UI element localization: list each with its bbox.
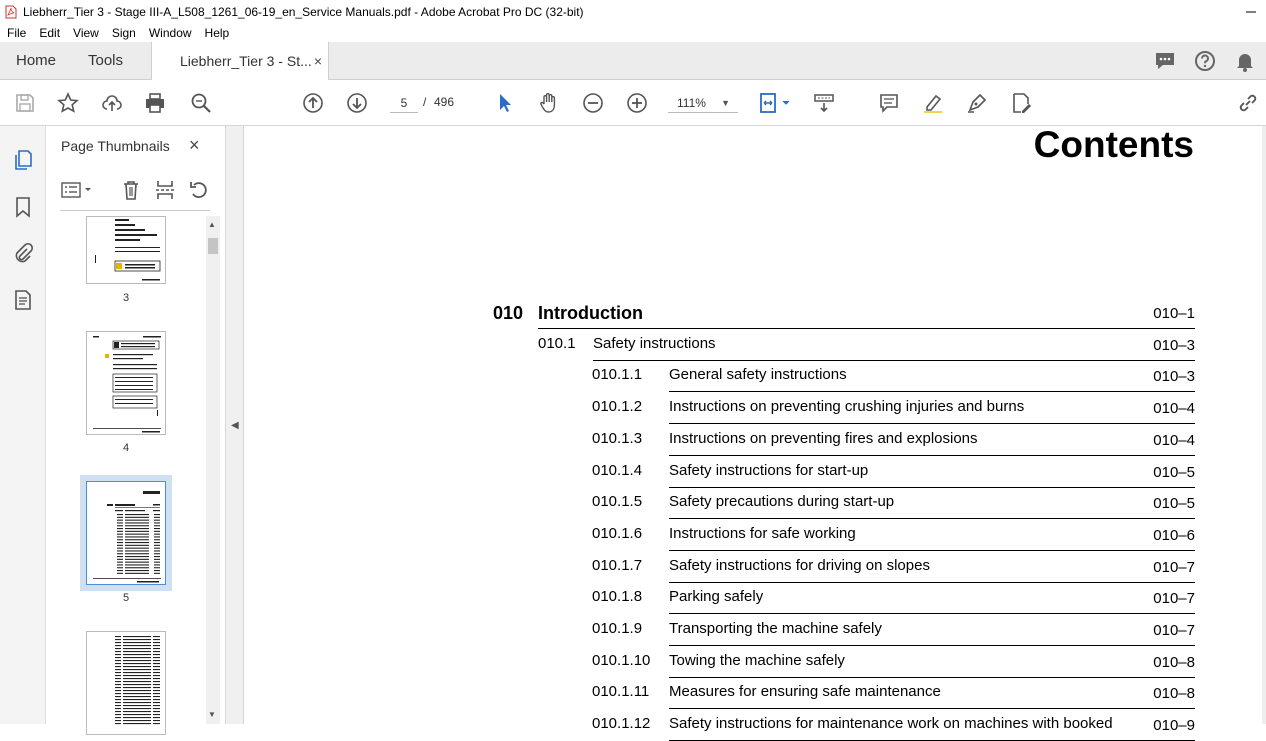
menu-sign[interactable]: Sign: [111, 26, 136, 40]
minimize-icon: [1246, 7, 1256, 17]
toc-page: 010–8: [1153, 685, 1195, 703]
toc-row[interactable]: [592, 493, 1195, 515]
toc-row[interactable]: [592, 462, 1195, 484]
toc-underline: [669, 455, 1195, 456]
toc-row[interactable]: [592, 588, 1195, 610]
toc-page: 010–8: [1153, 653, 1195, 671]
thumbnail-list: [46, 216, 206, 724]
minus-circle-icon: [582, 92, 604, 114]
tab-home[interactable]: Home: [16, 52, 57, 69]
toc-number: 010.1.4: [592, 461, 643, 479]
navigation-rail: [0, 126, 46, 724]
attachments-button[interactable]: [11, 241, 35, 265]
thumbnail-toc-lines: [117, 514, 160, 574]
toc-page: 010–3: [1153, 368, 1195, 386]
document-view: [245, 124, 1262, 735]
page-thumbnails-button[interactable]: [11, 148, 35, 172]
menu-help[interactable]: Help: [204, 26, 230, 40]
bookmark-star-button[interactable]: [56, 91, 80, 115]
trash-icon: [120, 179, 142, 201]
plus-circle-icon: [626, 92, 648, 114]
toc-row[interactable]: [592, 398, 1195, 420]
next-page-button[interactable]: [345, 91, 369, 115]
cloud-upload-icon: [101, 92, 123, 114]
share-link-button[interactable]: [1236, 91, 1260, 115]
page-total: 496: [434, 95, 455, 109]
thumbnail-page-3[interactable]: [86, 216, 166, 284]
highlight-button[interactable]: [921, 91, 945, 115]
link-icon: [1237, 92, 1259, 114]
toc-page: 010–9: [1153, 717, 1195, 735]
toc-number: 010: [493, 303, 524, 323]
thumbnail-preview: [87, 632, 167, 736]
toc-title: Instructions for safe working: [669, 524, 856, 542]
toc-row[interactable]: [592, 557, 1195, 579]
help-icon[interactable]: [1194, 50, 1216, 72]
layers-button[interactable]: [11, 288, 35, 312]
thumbnail-scrollbar[interactable]: [206, 216, 220, 724]
toc-underline: [538, 328, 1195, 329]
insert-page-button[interactable]: [154, 178, 176, 202]
toc-title: Safety instructions: [593, 334, 716, 352]
arrow-up-circle-icon: [302, 92, 324, 114]
thumbnail-preview: [87, 482, 167, 586]
comment-bubble-icon[interactable]: [1154, 50, 1176, 72]
toc-title: Towing the machine safely: [669, 651, 845, 669]
toc-page: 010–7: [1153, 590, 1195, 608]
toc-page: 010–5: [1153, 463, 1195, 481]
tab-document[interactable]: [151, 42, 329, 81]
insert-pages-icon: [154, 179, 176, 201]
thumbnail-page-number: 3: [122, 292, 130, 304]
toc-page: 010–7: [1153, 622, 1195, 639]
bookmark-icon: [12, 196, 34, 218]
toc-number: 010.1.1: [592, 366, 643, 384]
pen-nib-icon: [966, 92, 988, 114]
save-button[interactable]: [13, 91, 37, 115]
toc-title: Measures for ensuring safe maintenance: [669, 683, 941, 701]
toc-row[interactable]: [592, 620, 1195, 642]
menu-window[interactable]: Window: [148, 26, 192, 40]
bookmarks-button[interactable]: [11, 195, 35, 219]
search-zoom-icon: [190, 92, 212, 114]
main-toolbar: [0, 80, 1266, 126]
toc-page: 010–6: [1153, 526, 1195, 544]
select-tool-button[interactable]: [493, 91, 517, 115]
sign-button[interactable]: [965, 91, 989, 115]
toc-title: Safety instructions for maintenance work on machines with booked: [669, 715, 1113, 733]
toc-number: 010.1.8: [592, 588, 643, 606]
close-tab-icon[interactable]: ×: [313, 53, 322, 69]
page-separator: /: [423, 95, 427, 109]
zoom-out-button[interactable]: [581, 91, 605, 115]
document-properties-icon: [12, 289, 34, 311]
toc-number: 010.1.11: [592, 683, 650, 701]
title-bar: [0, 0, 1266, 24]
toc-page: 010–7: [1153, 558, 1195, 576]
scroll-mode-button[interactable]: [812, 91, 836, 115]
window-title: Liebherr_Tier 3 - Stage III-A_L508_1261_06-19_en_Service Manuals.pdf - Adobe Acrobat Pro DC (32-bit): [23, 5, 584, 19]
toc-page: 010–1: [1153, 305, 1195, 322]
edit-pdf-button[interactable]: [1009, 91, 1033, 115]
toc-underline: [669, 423, 1195, 424]
tab-tools[interactable]: Tools: [88, 52, 124, 69]
toc-title: Safety precautions during start-up: [669, 493, 895, 511]
minimize-button[interactable]: [1236, 0, 1266, 24]
toc-title: Transporting the machine safely: [669, 620, 882, 637]
star-icon: [57, 92, 79, 114]
thumbnail-page-number: 4: [122, 442, 130, 454]
previous-page-button[interactable]: [301, 91, 325, 115]
menu-bar: [0, 24, 1266, 42]
rotate-icon: [188, 179, 210, 201]
panel-collapse-strip[interactable]: [226, 126, 244, 724]
zoom-in-button[interactable]: [625, 91, 649, 115]
thumbnail-toolbar-divider: [60, 210, 210, 211]
toc-title: Safety instructions for start-up: [669, 461, 869, 479]
toc-underline: [669, 391, 1195, 392]
toc-title: Instructions on preventing crushing injuries and burns: [669, 398, 1025, 416]
options-menu-icon: [60, 180, 94, 200]
toc-row[interactable]: [592, 366, 1195, 388]
toc-row[interactable]: [493, 303, 1195, 325]
acrobat-icon: [5, 5, 17, 19]
thumbnail-page-4[interactable]: [86, 331, 166, 435]
panel-title: Page Thumbnails: [61, 138, 170, 154]
toc-number: 010.1.9: [592, 620, 643, 637]
toc-page: 010–4: [1153, 431, 1195, 449]
arrow-down-circle-icon: [346, 92, 368, 114]
toc-number: 010.1.5: [592, 493, 643, 511]
thumbnail-page-number: 5: [122, 592, 130, 604]
toc-underline: [593, 360, 1195, 361]
print-button[interactable]: [143, 91, 167, 115]
toc-underline: [669, 582, 1195, 583]
cursor-arrow-icon: [494, 92, 516, 114]
page-heading: Contents: [1033, 124, 1194, 165]
fit-page-button[interactable]: [757, 91, 793, 115]
toc-title: Safety instructions for driving on slopes: [669, 556, 930, 574]
hand-icon: [538, 92, 560, 114]
rotate-page-button[interactable]: [188, 178, 210, 202]
comment-button[interactable]: [877, 91, 901, 115]
toc-underline: [669, 613, 1195, 614]
toc-underline: [669, 550, 1195, 551]
notification-bell-icon[interactable]: [1234, 50, 1256, 72]
highlighter-icon: [922, 92, 944, 114]
toc-number: 010.1: [538, 334, 576, 352]
tab-bar: [0, 42, 1266, 80]
menu-view[interactable]: View: [73, 26, 99, 40]
toc-number: 010.1.12: [592, 715, 651, 733]
scrollbar-thumb[interactable]: [208, 238, 218, 254]
toc-row[interactable]: [592, 652, 1195, 674]
fit-page-icon: [758, 92, 792, 114]
thumbnails-icon: [12, 149, 34, 171]
close-panel-icon[interactable]: ×: [189, 135, 200, 155]
collapse-arrow-icon[interactable]: ◀: [231, 420, 239, 431]
toc-row[interactable]: [592, 525, 1195, 547]
toc-row[interactable]: [592, 715, 1195, 737]
save-icon: [14, 92, 36, 114]
toc-row[interactable]: [592, 430, 1195, 452]
toc-page: 010–4: [1153, 400, 1195, 418]
toc-row[interactable]: [538, 335, 1195, 357]
thumbnail-page-5[interactable]: [86, 481, 166, 585]
toc-title: Instructions on preventing fires and explosions: [669, 429, 978, 447]
toc-number: 010.1.3: [592, 429, 643, 447]
thumbnail-page-6[interactable]: [86, 631, 166, 735]
toc-underline: [669, 487, 1195, 488]
find-button[interactable]: [189, 91, 213, 115]
toc-title: Parking safely: [669, 588, 764, 606]
scroll-up-arrow-icon[interactable]: ▲: [208, 220, 216, 229]
tab-document-label: Liebherr_Tier 3 - St...: [180, 53, 312, 69]
page-thumbnails-panel: [46, 126, 226, 724]
thumbnail-preview: [87, 217, 167, 285]
thumbnail-preview: [87, 332, 167, 436]
printer-icon: [144, 92, 166, 114]
toc-underline: [669, 645, 1195, 646]
zoom-value: 111%: [677, 96, 706, 110]
toc-number: 010.1.10: [592, 651, 651, 669]
toc-page: 010–3: [1153, 336, 1195, 354]
upload-button[interactable]: [100, 91, 124, 115]
page-number-input[interactable]: [390, 93, 418, 113]
keyboard-scroll-icon: [813, 92, 835, 114]
toc-number: 010.1.2: [592, 398, 643, 416]
thumbnail-toc-lines: [115, 636, 160, 724]
chevron-down-icon: ▼: [721, 98, 730, 108]
toc-row[interactable]: [592, 683, 1195, 705]
toc-underline: [669, 518, 1195, 519]
scroll-down-arrow-icon[interactable]: ▼: [208, 710, 216, 719]
toc-number: 010.1.6: [592, 524, 643, 542]
thumbnail-options-button[interactable]: [60, 178, 94, 202]
paperclip-icon: [12, 242, 34, 264]
menu-edit[interactable]: Edit: [39, 26, 61, 40]
toc-underline: [669, 708, 1195, 709]
menu-file[interactable]: File: [7, 26, 27, 40]
toc-number: 010.1.7: [592, 556, 643, 574]
comment-icon: [878, 92, 900, 114]
hand-tool-button[interactable]: [537, 91, 561, 115]
edit-document-icon: [1010, 92, 1032, 114]
zoom-select[interactable]: [668, 93, 738, 113]
delete-page-button[interactable]: [120, 178, 142, 202]
thumbnail-toolbar: [46, 174, 226, 206]
toc-title: General safety instructions: [669, 366, 847, 384]
toc-page: 010–5: [1153, 495, 1195, 513]
toc-underline: [669, 677, 1195, 678]
toc-title: Introduction: [538, 303, 643, 323]
document-scrollbar[interactable]: [1262, 126, 1266, 724]
